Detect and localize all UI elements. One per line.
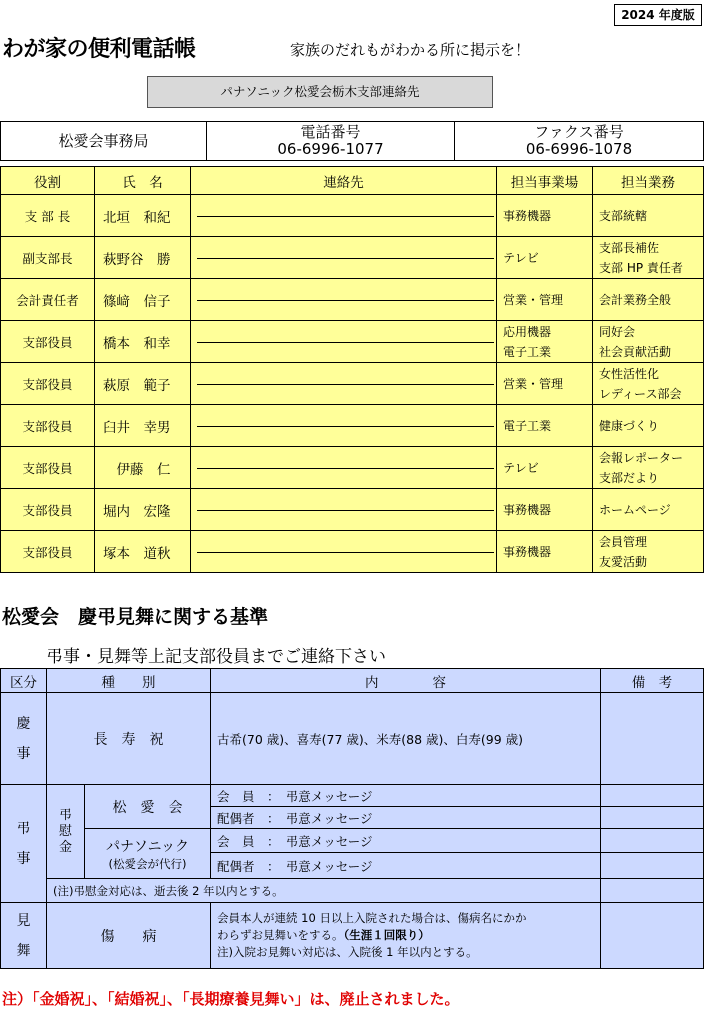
contact-role: 副支部長 (1, 237, 95, 279)
content-injury: 会員本人が連続 10 日以上入院された場合は、傷病名にかか わらずお見舞いをする。（生涯１回限り） 注)入院お見舞い対応は、入院後 1 年以内とする。 (211, 903, 601, 969)
contact-row (1, 405, 704, 447)
contact-role: 支部役員 (1, 405, 95, 447)
header-duty: 担当業務 (593, 167, 704, 195)
type-shoaikai: 松 愛 会 (85, 785, 211, 829)
contact-entry-line (197, 426, 494, 427)
contact-entry-line (197, 342, 494, 343)
category-mimai: 見 舞 (1, 903, 47, 969)
category-keiji: 慶 事 (1, 693, 47, 785)
contact-duty: 会員管理 友愛活動 (593, 531, 704, 573)
contact-role: 支部役員 (1, 363, 95, 405)
phone-label: 電話番号 (300, 123, 361, 141)
office-fax-cell (455, 122, 704, 161)
contact-duty: 支部長補佐 支部 HP 責任者 (593, 237, 704, 279)
section-title: 松愛会 慶弔見舞に関する基準 (2, 606, 269, 628)
footnote: 注）「金婚祝」、「結婚祝」、「長期療養見舞い」は、廃止されました。 (2, 990, 460, 1008)
type-injury: 傷 病 (47, 903, 211, 969)
type-panasonic: パナソニック (松愛会が代行) (85, 829, 211, 879)
edition-label: 2024 年度版 (614, 4, 702, 26)
contact-entry-line (197, 552, 494, 553)
contact-name: 橋本 和幸 (95, 321, 191, 363)
contact-name: 北垣 和紀 (95, 195, 191, 237)
contact-workplace: 電子工業 (497, 405, 593, 447)
contact-name: 篠﨑 信子 (95, 279, 191, 321)
contact-name: 萩野谷 勝 (95, 237, 191, 279)
contact-workplace: 事務機器 (497, 195, 593, 237)
shoaikai-member: 会 員 ： 弔意メッセージ (211, 785, 601, 807)
header-place: 担当事業場 (497, 167, 593, 195)
contact-name: 伊藤 仁 (95, 447, 191, 489)
header-contact: 連絡先 (191, 167, 497, 195)
office-phone-cell (207, 122, 455, 161)
contact-row (1, 279, 704, 321)
contact-field (191, 447, 497, 489)
contact-workplace: 営業・管理 (497, 363, 593, 405)
contact-entry-line (197, 258, 494, 259)
contact-name: 堀内 宏隆 (95, 489, 191, 531)
header-remarks: 備 考 (601, 669, 704, 693)
remarks-4 (601, 853, 704, 879)
contact-field (191, 237, 497, 279)
header-role: 役割 (1, 167, 95, 195)
phone-number: 06-6996-1077 (277, 140, 384, 158)
contact-row (1, 531, 704, 573)
contact-duty: 健康づくり (593, 405, 704, 447)
contact-role: 支 部 長 (1, 195, 95, 237)
contact-row (1, 363, 704, 405)
conditions-table (0, 668, 704, 969)
shoaikai-spouse: 配偶者 ： 弔意メッセージ (211, 807, 601, 829)
panasonic-spouse: 配偶者 ： 弔意メッセージ (211, 853, 601, 879)
choji-sub-condolence: 弔 慰 金 (47, 785, 85, 879)
contact-field (191, 195, 497, 237)
contact-row (1, 321, 704, 363)
remarks-3 (601, 829, 704, 853)
remarks-1 (601, 785, 704, 807)
office-table (0, 121, 704, 161)
remarks-5 (601, 879, 704, 903)
fax-number: 06-6996-1078 (525, 140, 633, 158)
contact-workplace: 応用機器 電子工業 (497, 321, 593, 363)
contact-workplace: 事務機器 (497, 489, 593, 531)
contact-entry-line (197, 216, 494, 217)
choji-note: (注)弔慰金対応は、逝去後 2 年以内とする。 (47, 879, 601, 903)
contact-name: 臼井 幸男 (95, 405, 191, 447)
contact-name: 萩原 範子 (95, 363, 191, 405)
contact-field (191, 321, 497, 363)
contact-duty: 会報レポーター 支部だより (593, 447, 704, 489)
contact-name: 塚本 道秋 (95, 531, 191, 573)
remarks-keiji (601, 693, 704, 785)
contact-field (191, 531, 497, 573)
contact-field (191, 279, 497, 321)
contact-duty: 女性活性化 レディース部会 (593, 363, 704, 405)
header-type: 種 別 (47, 669, 211, 693)
type-longevity: 長 寿 祝 (47, 693, 211, 785)
contact-duty: 同好会 社会貢献活動 (593, 321, 704, 363)
contact-field (191, 489, 497, 531)
once-note: （生涯１回限り） (343, 928, 430, 942)
contact-field (191, 363, 497, 405)
category-choji: 弔 事 (1, 785, 47, 903)
contact-entry-line (197, 384, 494, 385)
contact-role: 支部役員 (1, 447, 95, 489)
remarks-2 (601, 807, 704, 829)
contact-entry-line (197, 510, 494, 511)
contact-role: 支部役員 (1, 321, 95, 363)
panasonic-member: 会 員 ： 弔意メッセージ (211, 829, 601, 853)
contact-field (191, 405, 497, 447)
contact-role: 支部役員 (1, 489, 95, 531)
contact-row (1, 447, 704, 489)
contact-duty: 支部統轄 (593, 195, 704, 237)
remarks-mimai (601, 903, 704, 969)
contact-workplace: 営業・管理 (497, 279, 593, 321)
header-category: 区分 (1, 669, 47, 693)
contact-row (1, 489, 704, 531)
contact-duty: 会計業務全般 (593, 279, 704, 321)
notice-text: 弔事・見舞等上記支部役員までご連絡下さい (46, 647, 386, 667)
content-longevity: 古希(70 歳)、喜寿(77 歳)、米寿(88 歳)、白寿(99 歳) (211, 693, 601, 785)
page-subtitle: 家族のだれもがわかる所に掲示を！ (290, 41, 531, 59)
office-name: 松愛会事務局 (1, 122, 207, 161)
contact-role: 会計責任者 (1, 279, 95, 321)
contact-role: 支部役員 (1, 531, 95, 573)
contact-entry-line (197, 300, 494, 301)
contact-workplace: テレビ (497, 447, 593, 489)
contact-entry-line (197, 468, 494, 469)
header-name: 氏 名 (95, 167, 191, 195)
fax-label: ファクス番号 (534, 123, 624, 141)
contacts-table (0, 166, 704, 573)
branch-title: パナソニック松愛会栃木支部連絡先 (147, 76, 493, 108)
contact-workplace: 事務機器 (497, 531, 593, 573)
header-content: 内 容 (211, 669, 601, 693)
page-title: わが家の便利電話帳 (2, 37, 196, 62)
contact-row (1, 237, 704, 279)
contact-workplace: テレビ (497, 237, 593, 279)
contact-duty: ホームページ (593, 489, 704, 531)
contact-row (1, 195, 704, 237)
